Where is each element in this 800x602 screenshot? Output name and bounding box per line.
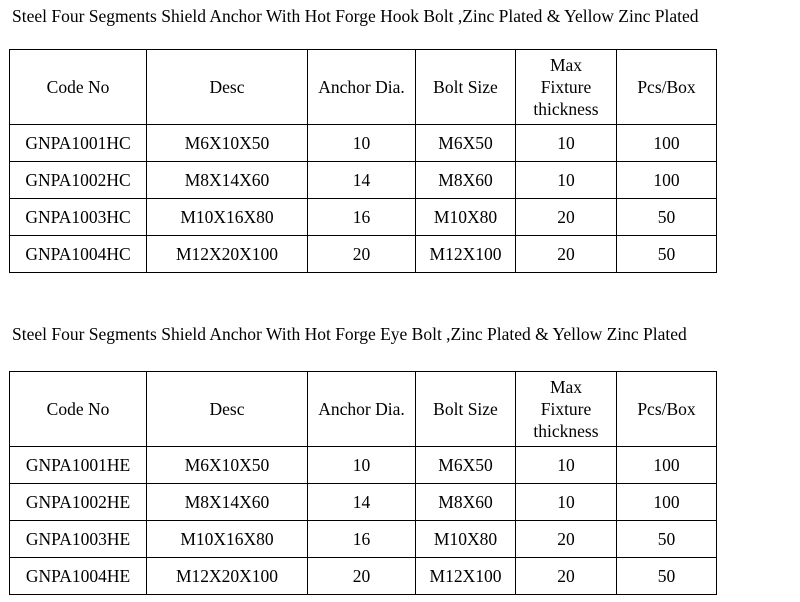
cell-pcs-box: 50: [617, 236, 717, 273]
cell-anchor-dia: 16: [308, 199, 416, 236]
cell-max-fixture-thickness: 10: [516, 447, 617, 484]
header-desc: Desc: [147, 50, 308, 125]
section-title-eye-bolt: Steel Four Segments Shield Anchor With Hot Forge Eye Bolt ,Zinc Plated & Yellow Zinc Plated: [12, 324, 687, 344]
cell-bolt-size: M12X100: [416, 558, 516, 595]
table-row: [10, 484, 717, 521]
cell-pcs-box: 50: [617, 521, 717, 558]
cell-anchor-dia: 20: [308, 558, 416, 595]
spec-table-hook-bolt: [9, 49, 717, 273]
cell-desc: M12X20X100: [147, 558, 308, 595]
cell-bolt-size: M10X80: [416, 521, 516, 558]
cell-pcs-box: 100: [617, 125, 717, 162]
header-max-fixture-thickness: Max Fixture thickness: [516, 372, 617, 447]
cell-anchor-dia: 20: [308, 236, 416, 273]
cell-max-fixture-thickness: 20: [516, 558, 617, 595]
cell-code-no: GNPA1003HC: [10, 199, 147, 236]
cell-anchor-dia: 10: [308, 125, 416, 162]
header-bolt-size: Bolt Size: [416, 372, 516, 447]
header-code-no: Code No: [10, 50, 147, 125]
cell-code-no: GNPA1002HC: [10, 162, 147, 199]
header-pcs-box: Pcs/Box: [617, 372, 717, 447]
cell-max-fixture-thickness: 20: [516, 199, 617, 236]
cell-desc: M10X16X80: [147, 199, 308, 236]
cell-desc: M12X20X100: [147, 236, 308, 273]
table-row: [10, 236, 717, 273]
header-pcs-box: Pcs/Box: [617, 50, 717, 125]
table-header-row: [10, 372, 717, 447]
cell-pcs-box: 100: [617, 162, 717, 199]
cell-anchor-dia: 16: [308, 521, 416, 558]
cell-max-fixture-thickness: 10: [516, 484, 617, 521]
cell-max-fixture-thickness: 10: [516, 162, 617, 199]
header-desc: Desc: [147, 372, 308, 447]
header-bolt-size: Bolt Size: [416, 50, 516, 125]
cell-code-no: GNPA1004HC: [10, 236, 147, 273]
cell-desc: M6X10X50: [147, 125, 308, 162]
cell-bolt-size: M8X60: [416, 162, 516, 199]
header-max-fixture-thickness: Max Fixture thickness: [516, 50, 617, 125]
cell-code-no: GNPA1003HE: [10, 521, 147, 558]
cell-pcs-box: 50: [617, 558, 717, 595]
cell-pcs-box: 50: [617, 199, 717, 236]
cell-bolt-size: M8X60: [416, 484, 516, 521]
header-anchor-dia: Anchor Dia.: [308, 50, 416, 125]
cell-pcs-box: 100: [617, 447, 717, 484]
cell-bolt-size: M12X100: [416, 236, 516, 273]
section-title-hook-bolt: Steel Four Segments Shield Anchor With Hot Forge Hook Bolt ,Zinc Plated & Yellow Zinc Plated: [12, 6, 699, 26]
cell-anchor-dia: 14: [308, 484, 416, 521]
header-anchor-dia: Anchor Dia.: [308, 372, 416, 447]
cell-bolt-size: M6X50: [416, 447, 516, 484]
table-row: [10, 558, 717, 595]
table-row: [10, 199, 717, 236]
cell-desc: M6X10X50: [147, 447, 308, 484]
cell-desc: M8X14X60: [147, 162, 308, 199]
table-row: [10, 125, 717, 162]
cell-code-no: GNPA1002HE: [10, 484, 147, 521]
cell-code-no: GNPA1001HE: [10, 447, 147, 484]
cell-desc: M10X16X80: [147, 521, 308, 558]
table-row: [10, 162, 717, 199]
cell-anchor-dia: 10: [308, 447, 416, 484]
cell-bolt-size: M6X50: [416, 125, 516, 162]
cell-desc: M8X14X60: [147, 484, 308, 521]
cell-pcs-box: 100: [617, 484, 717, 521]
cell-max-fixture-thickness: 20: [516, 236, 617, 273]
cell-bolt-size: M10X80: [416, 199, 516, 236]
table-row: [10, 521, 717, 558]
cell-max-fixture-thickness: 10: [516, 125, 617, 162]
cell-anchor-dia: 14: [308, 162, 416, 199]
cell-code-no: GNPA1001HC: [10, 125, 147, 162]
cell-max-fixture-thickness: 20: [516, 521, 617, 558]
header-code-no: Code No: [10, 372, 147, 447]
table-header-row: [10, 50, 717, 125]
table-row: [10, 447, 717, 484]
spec-table-eye-bolt: [9, 371, 717, 595]
cell-code-no: GNPA1004HE: [10, 558, 147, 595]
